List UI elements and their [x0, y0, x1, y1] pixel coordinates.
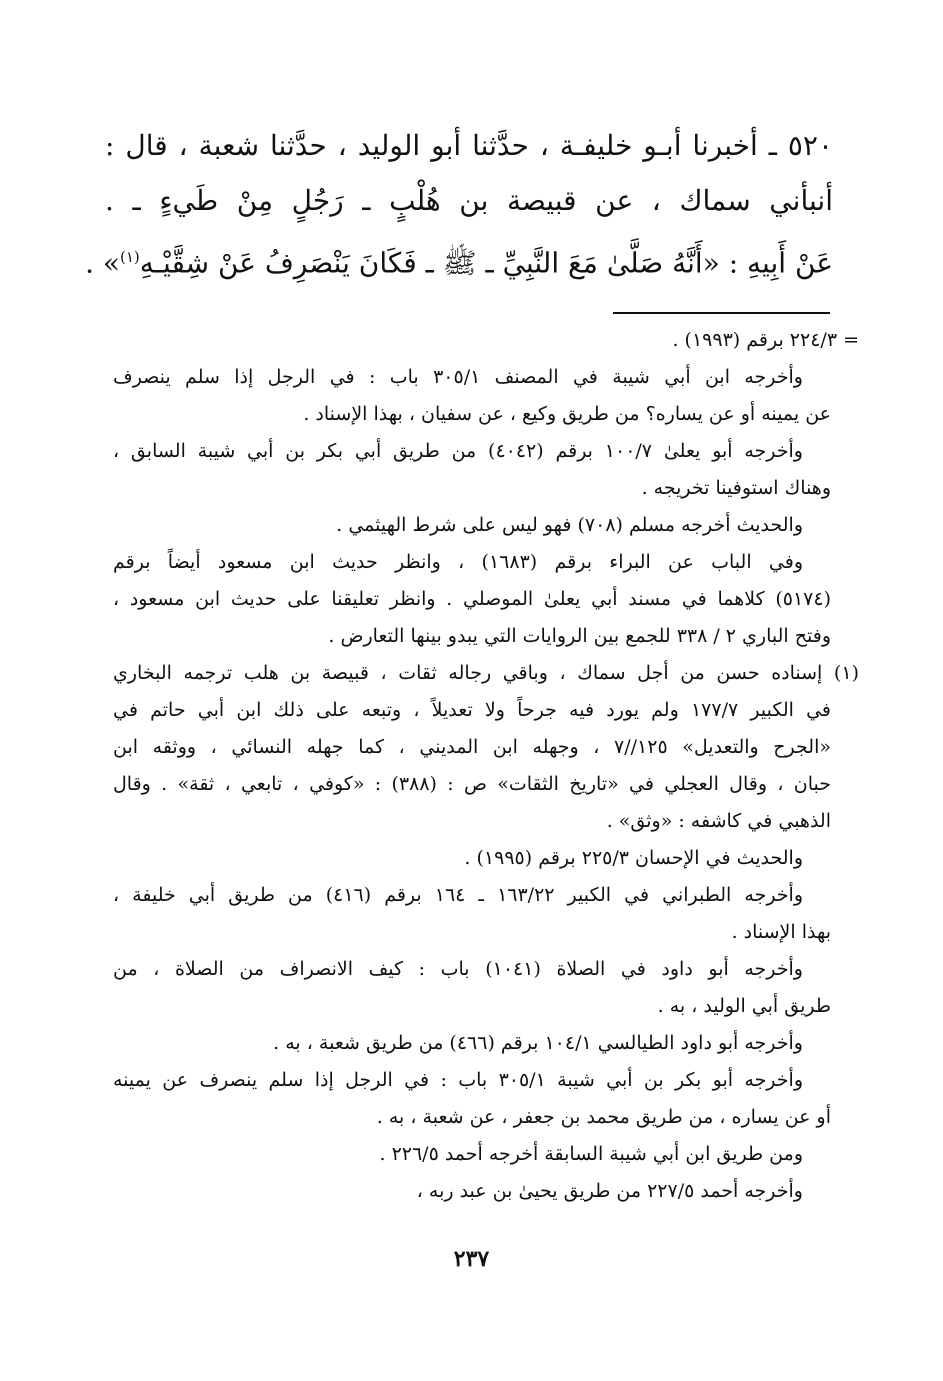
footnote-line: وأخرجه الطبراني في الكبير ١٦٣/٢٢ ـ ١٦٤ برقم (٤١٦) من طريق أبي خليفة ، — [113, 884, 804, 906]
footnote-line: بهذا الإسناد . — [731, 921, 831, 943]
hadith-block — [85, 118, 833, 290]
footnote-line: (١) إسناده حسن من أجل سماك ، وباقي رجاله ثقات ، قبيصة بن هلب ترجمه البخاري — [113, 662, 859, 684]
footnote-line: وأخرجه أبو بكر بن أبي شيبة ٣٠٥/١ باب : في الرجل إذا سلم ينصرف عن يمينه — [113, 1069, 803, 1091]
footnotes — [113, 322, 859, 1210]
footnote-line: = ٢٢٤/٣ برقم (١٩٩٣) . — [672, 329, 859, 351]
footnote-line: وفي الباب عن البراء برقم (١٦٨٣) ، وانظر حديث ابن مسعود أيضاً برقم — [113, 551, 803, 573]
footnote-line: «الجرح والتعديل» ١٢٥//٧ ، وجهله ابن المديني ، كما جهله النسائي ، ووثقه ابن — [113, 736, 831, 758]
footnote-separator — [613, 312, 830, 314]
hadith-close: » . — [85, 246, 120, 280]
footnote-line: والحديث في الإحسان ٢٢٥/٣ برقم (١٩٩٥) . — [464, 847, 803, 869]
footnote-line: وأخرجه أبو يعلىٰ ١٠٠/٧ برقم (٤٠٤٢) من طريق أبي بكر بن أبي شيبة السابق ، — [113, 440, 803, 462]
hadith-body: عَنْ أَبِيهِ : «أَنَّهُ صَلَّىٰ مَعَ النَّبِيِّ ـ ﷺ ـ فَكَانَ يَنْصَرِفُ عَنْ شِقَّيْـهِ — [139, 246, 833, 280]
isnad-line-2: أنبأني سماك ، عن قبيصة بن هُلْبٍ ـ رَجُلٍ مِنْ طَيءٍ ـ . — [105, 184, 833, 217]
footnote-line: (٥١٧٤) كلاهما في مسند أبي يعلىٰ الموصلي . وانظر تعليقنا على حديث ابن مسعود ، — [113, 588, 831, 610]
footnote-line: وأخرجه أحمد ٢٢٧/٥ من طريق يحيىٰ بن عبد ربه ، — [416, 1180, 803, 1202]
isnad-line-1: ٥٢٠ ـ أخبرنا أبـو خليفـة ، حدَّثنا أبو الوليد ، حدَّثنا شعبة ، قال : — [105, 129, 833, 162]
hadith-text — [85, 230, 833, 290]
footnote-line: ومن طريق ابن أبي شيبة السابقة أخرجه أحمد ٢٢٦/٥ . — [379, 1143, 803, 1165]
footnote-line: وهناك استوفينا تخريجه . — [641, 477, 831, 499]
footnote-line: والحديث أخرجه مسلم (٧٠٨) فهو ليس على شرط الهيثمي . — [336, 514, 803, 536]
footnote-line: حبان ، وقال العجلي في «تاريخ الثقات» ص : (٣٨٨) : «كوفي ، تابعي ، ثقة» . وقال — [113, 773, 831, 795]
footnote-line: طريق أبي الوليد ، به . — [657, 995, 831, 1017]
footnote-line: وأخرجه أبو داود الطيالسي ١٠٤/١ برقم (٤٦٦) من طريق شعبة ، به . — [273, 1032, 803, 1054]
footnote-line: وأخرجه ابن أبي شيبة في المصنف ٣٠٥/١ باب : في الرجل إذا سلم ينصرف — [113, 366, 803, 388]
footnote-line: الذهبي في كاشفه : «وثق» . — [606, 810, 831, 832]
footnote-marker: (١) — [120, 248, 140, 266]
footnote-line: أو عن يساره ، من طريق محمد بن جعفر ، عن شعبة ، به . — [376, 1106, 831, 1128]
page-number: ٢٣٧ — [453, 1246, 490, 1272]
footnote-line: عن يمينه أو عن يساره؟ من طريق وكيع ، عن سفيان ، بهذا الإسناد . — [303, 403, 831, 425]
footnote-line: وأخرجه أبو داود في الصلاة (١٠٤١) باب : كيف الانصراف من الصلاة ، من — [113, 958, 803, 980]
footnote-line: وفتح الباري ٢ / ٣٣٨ للجمع بين الروايات التي يبدو بينها التعارض . — [328, 625, 831, 647]
footnote-line: في الكبير ١٧٧/٧ ولم يورد فيه جرحاً ولا تعديلاً ، وتبعه على ذلك ابن أبي حاتم في — [113, 699, 831, 721]
